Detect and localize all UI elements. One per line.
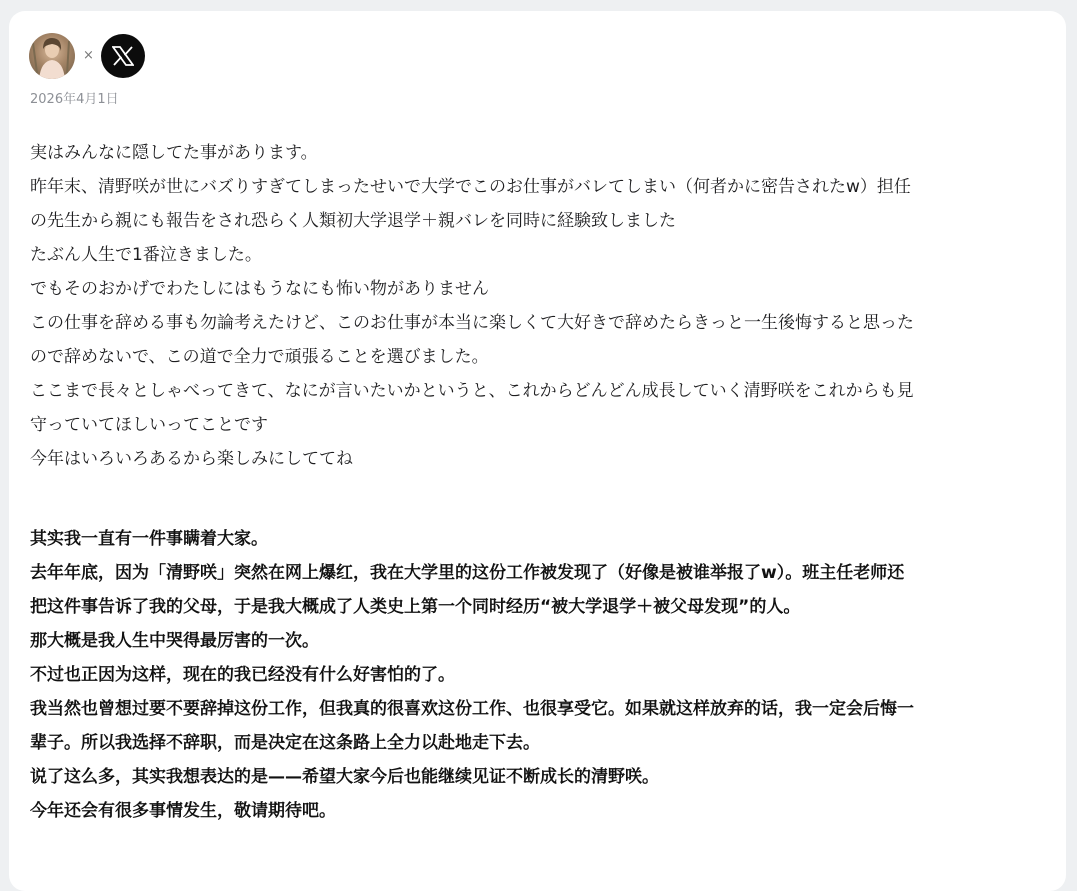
text-line: 说了这么多，其实我想表达的是——希望大家今后也能继续见证不断成长的清野咲。 <box>30 767 659 787</box>
text-line: 其实我一直有一件事瞒着大家。 <box>30 529 268 549</box>
japanese-post-text <box>30 136 1035 476</box>
text-line: たぶん人生で1番泣きました。 <box>30 245 262 265</box>
avatar-photo-icon <box>29 33 75 79</box>
text-line: この仕事を辞める事も勿論考えたけど、このお仕事が本当に楽しくて大好きで辞めたらきっと一生後悔すると思った <box>30 313 914 333</box>
text-line: でもそのおかげでわたしにはもうなにも怖い物がありません <box>30 279 489 299</box>
post-date: 2026年4月1日 <box>30 92 119 107</box>
text-line: 今年はいろいろあるから楽しみにしててね <box>30 449 353 469</box>
x-logo-icon[interactable] <box>101 34 145 78</box>
text-line: ここまで長々としゃべってきて、なにが言いたいかというと、これからどんどん成長していく清野咲をこれからも見 <box>30 381 914 401</box>
text-line: 辈子。所以我选择不辞职，而是决定在这条路上全力以赴地走下去。 <box>30 733 540 753</box>
text-line: 那大概是我人生中哭得最厉害的一次。 <box>30 631 319 651</box>
text-line: 去年年底，因为「清野咲」突然在网上爆红，我在大学里的这份工作被发现了（好像是被谁举报了w）。班主任老师还 <box>30 563 905 583</box>
user-avatar[interactable] <box>29 33 75 79</box>
text-line: 守っていてほしいってことです <box>30 415 268 435</box>
chinese-translation-text <box>30 522 1035 828</box>
x-glyph-icon <box>112 46 134 66</box>
post-header <box>29 33 145 79</box>
text-line: 実はみんなに隠してた事があります。 <box>30 143 318 163</box>
text-line: 我当然也曾想过要不要辞掉这份工作，但我真的很喜欢这份工作、也很享受它。如果就这样放弃的话，我一定会后悔一 <box>30 699 914 719</box>
text-line: 昨年末、清野咲が世にバズりすぎてしまったせいで大学でこのお仕事がバレてしまい（何者かに密告されたw）担任 <box>30 177 911 197</box>
text-line: ので辞めないで、この道で全力で頑張ることを選びました。 <box>30 347 489 367</box>
collab-separator: × <box>83 48 94 63</box>
text-line: 把这件事告诉了我的父母，于是我大概成了人类史上第一个同时经历“被大学退学＋被父母发现”的人。 <box>30 597 801 617</box>
text-line: 今年还会有很多事情发生，敬请期待吧。 <box>30 801 336 821</box>
text-line: の先生から親にも報告をされ恐らく人類初大学退学＋親バレを同時に経験致しました <box>30 211 676 231</box>
text-line: 不过也正因为这样，现在的我已经没有什么好害怕的了。 <box>30 665 455 685</box>
